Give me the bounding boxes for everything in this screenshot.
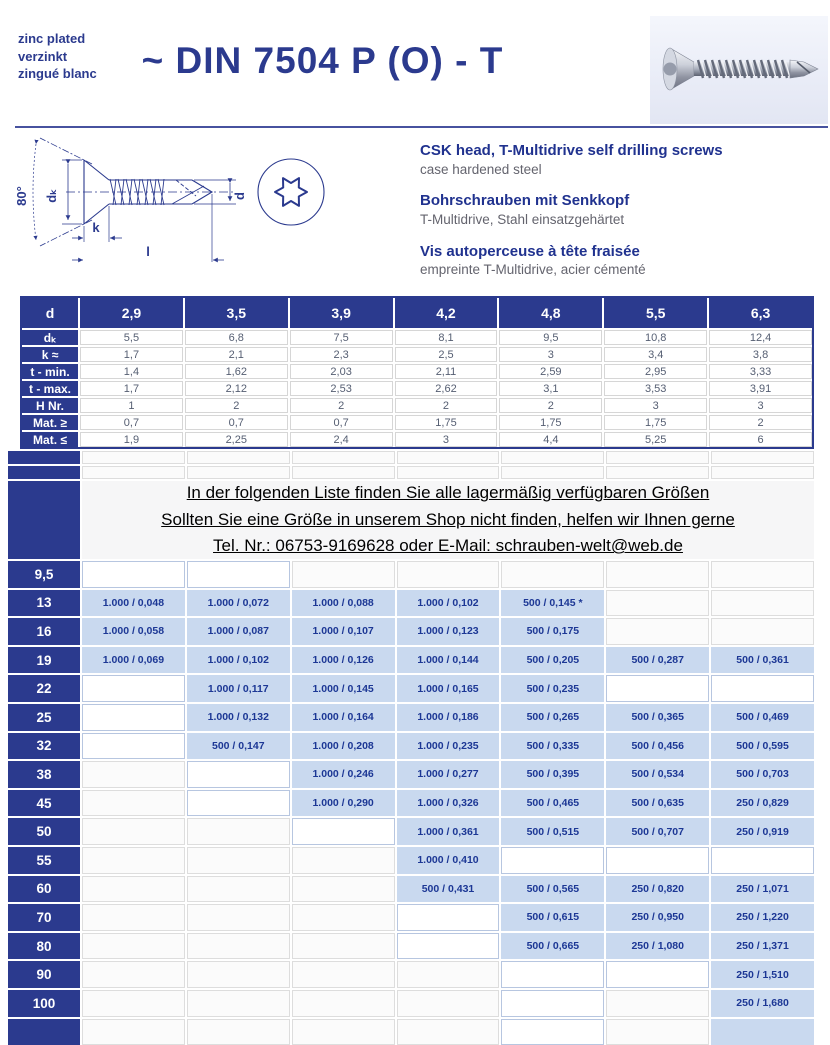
- availability-empty-highlight-cell: [187, 761, 290, 788]
- availability-empty-highlight-cell: [606, 847, 709, 874]
- availability-table: [8, 451, 814, 1045]
- length-row-label: 22: [8, 675, 80, 702]
- availability-empty-highlight-cell: [397, 904, 500, 931]
- dimension-label-head-height: k: [92, 220, 100, 235]
- page-title: ~ DIN 7504 P (O) - T: [0, 40, 645, 82]
- length-row-label: 60: [8, 876, 80, 903]
- availability-value-cell: 500 / 0,465: [501, 790, 604, 817]
- availability-empty-highlight-cell: [606, 675, 709, 702]
- availability-empty-cell: [82, 904, 185, 931]
- dimension-table-column-header: 3,5: [185, 298, 288, 328]
- dimension-value-cell: 8,1: [395, 330, 498, 345]
- availability-empty-cell: [292, 876, 395, 903]
- availability-empty-cell: [397, 961, 500, 988]
- availability-empty-cell: [397, 990, 500, 1017]
- dimension-value-cell: 1: [80, 398, 183, 413]
- dimension-value-cell: 2: [499, 398, 602, 413]
- dimension-value-cell: 3,53: [604, 381, 707, 396]
- availability-value-cell: 500 / 0,175: [501, 618, 604, 645]
- description-block-de: [420, 192, 820, 228]
- availability-empty-highlight-cell: [397, 933, 500, 960]
- dimension-row-label: Mat. ≤: [22, 432, 78, 447]
- availability-value-cell: 1.000 / 0,235: [397, 733, 500, 760]
- dimension-value-cell: 1,4: [80, 364, 183, 379]
- dimension-value-cell: 9,5: [499, 330, 602, 345]
- availability-empty-cell: [187, 451, 290, 464]
- availability-empty-cell: [292, 933, 395, 960]
- length-row-label: 80: [8, 933, 80, 960]
- dimension-row-label: H Nr.: [22, 398, 78, 413]
- availability-value-cell: 250 / 1,371: [711, 933, 814, 960]
- availability-empty-highlight-cell: [501, 990, 604, 1017]
- plating-line-en: zinc plated: [18, 30, 97, 48]
- availability-empty-cell: [606, 466, 709, 479]
- availability-empty-cell: [606, 561, 709, 588]
- dimension-table-column-header: 4,8: [499, 298, 602, 328]
- dimension-value-cell: 10,8: [604, 330, 707, 345]
- availability-value-cell: 1.000 / 0,145: [292, 675, 395, 702]
- dimension-table: [20, 296, 814, 449]
- availability-empty-highlight-cell: [187, 561, 290, 588]
- dimension-value-cell: 2,25: [185, 432, 288, 447]
- availability-empty-cell: [501, 561, 604, 588]
- availability-value-cell: 1.000 / 0,107: [292, 618, 395, 645]
- availability-empty-cell: [82, 847, 185, 874]
- availability-empty-cell: [606, 1019, 709, 1045]
- availability-empty-cell: [187, 847, 290, 874]
- availability-empty-highlight-cell: [82, 733, 185, 760]
- dimension-value-cell: 3,8: [709, 347, 812, 362]
- availability-empty-row-label: [8, 466, 80, 479]
- dimension-value-cell: 3: [604, 398, 707, 413]
- screw-line-drawing: [6, 130, 346, 292]
- length-row-label: 25: [8, 704, 80, 731]
- availability-value-cell: 1.000 / 0,072: [187, 590, 290, 617]
- availability-value-cell: 1.000 / 0,102: [397, 590, 500, 617]
- dimension-value-cell: 7,5: [290, 330, 393, 345]
- availability-empty-cell: [292, 561, 395, 588]
- availability-value-cell: 500 / 0,469: [711, 704, 814, 731]
- availability-empty-cell: [187, 933, 290, 960]
- dimension-table-column-header: 5,5: [604, 298, 707, 328]
- length-row-label: [8, 1019, 80, 1045]
- length-row-label: 70: [8, 904, 80, 931]
- availability-empty-highlight-cell: [501, 1019, 604, 1045]
- availability-value-cell: 250 / 1,510: [711, 961, 814, 988]
- availability-empty-cell: [292, 904, 395, 931]
- description-block-en: [420, 142, 820, 178]
- length-row-label: 32: [8, 733, 80, 760]
- dimension-table-corner-label: d: [22, 298, 78, 328]
- dimension-value-cell: 6,8: [185, 330, 288, 345]
- availability-empty-cell: [82, 451, 185, 464]
- availability-empty-cell: [711, 590, 814, 617]
- length-row-label: 19: [8, 647, 80, 674]
- availability-empty-cell: [292, 451, 395, 464]
- availability-value-cell: 250 / 0,829: [711, 790, 814, 817]
- availability-value-cell: 1.000 / 0,326: [397, 790, 500, 817]
- availability-blue-cell: [711, 1019, 814, 1045]
- availability-empty-cell: [292, 847, 395, 874]
- availability-value-cell: 1.000 / 0,048: [82, 590, 185, 617]
- availability-value-cell: 1.000 / 0,102: [187, 647, 290, 674]
- availability-empty-cell: [82, 990, 185, 1017]
- availability-value-cell: 500 / 0,235: [501, 675, 604, 702]
- dimension-label-head-diameter: dₖ: [44, 189, 59, 203]
- length-row-label: 55: [8, 847, 80, 874]
- dimension-value-cell: 3,1: [499, 381, 602, 396]
- availability-empty-highlight-cell: [292, 818, 395, 845]
- dimension-value-cell: 2: [185, 398, 288, 413]
- length-row-label: 38: [8, 761, 80, 788]
- tables-section: [8, 296, 814, 1045]
- screw-photo-graphic: [650, 16, 828, 124]
- availability-value-cell: 1.000 / 0,186: [397, 704, 500, 731]
- availability-value-cell: 1.000 / 0,165: [397, 675, 500, 702]
- availability-empty-cell: [187, 466, 290, 479]
- dimension-table-column-header: 2,9: [80, 298, 183, 328]
- availability-value-cell: 500 / 0,205: [501, 647, 604, 674]
- dimension-value-cell: 2,4: [290, 432, 393, 447]
- dimension-table-column-header: 6,3: [709, 298, 812, 328]
- availability-value-cell: 1.000 / 0,126: [292, 647, 395, 674]
- availability-value-cell: 500 / 0,335: [501, 733, 604, 760]
- availability-empty-cell: [187, 990, 290, 1017]
- availability-notice-row-label: [8, 481, 80, 559]
- length-row-label: 9,5: [8, 561, 80, 588]
- dimension-value-cell: 0,7: [290, 415, 393, 430]
- dimension-value-cell: 3,4: [604, 347, 707, 362]
- dimension-row-label: t - min.: [22, 364, 78, 379]
- availability-value-cell: 250 / 0,950: [606, 904, 709, 931]
- availability-empty-cell: [82, 933, 185, 960]
- availability-value-cell: 500 / 0,395: [501, 761, 604, 788]
- dimension-table-column-header: 3,9: [290, 298, 393, 328]
- availability-value-cell: 1.000 / 0,208: [292, 733, 395, 760]
- availability-empty-highlight-cell: [82, 561, 185, 588]
- length-row-label: 45: [8, 790, 80, 817]
- dimension-value-cell: 3: [499, 347, 602, 362]
- availability-empty-cell: [606, 618, 709, 645]
- availability-value-cell: 500 / 0,565: [501, 876, 604, 903]
- availability-empty-cell: [187, 1019, 290, 1045]
- availability-value-cell: 1.000 / 0,410: [397, 847, 500, 874]
- dimension-value-cell: 1,75: [499, 415, 602, 430]
- availability-value-cell: 500 / 0,595: [711, 733, 814, 760]
- availability-value-cell: 250 / 1,080: [606, 933, 709, 960]
- availability-empty-highlight-cell: [187, 790, 290, 817]
- dimension-label-angle: 80°: [14, 186, 29, 206]
- availability-empty-cell: [711, 466, 814, 479]
- dimension-value-cell: 2: [709, 415, 812, 430]
- availability-empty-cell: [501, 451, 604, 464]
- availability-value-cell: 1.000 / 0,144: [397, 647, 500, 674]
- dimension-row-label: k ≈: [22, 347, 78, 362]
- dimension-value-cell: 1,75: [604, 415, 707, 430]
- dimension-value-cell: 1,75: [395, 415, 498, 430]
- header-divider: [15, 126, 828, 128]
- availability-value-cell: 500 / 0,456: [606, 733, 709, 760]
- availability-empty-cell: [82, 876, 185, 903]
- availability-empty-cell: [711, 618, 814, 645]
- availability-empty-highlight-cell: [606, 961, 709, 988]
- availability-empty-cell: [397, 1019, 500, 1045]
- availability-empty-cell: [292, 990, 395, 1017]
- length-row-label: 100: [8, 990, 80, 1017]
- description-subtitle: T-Multidrive, Stahl einsatzgehärtet: [420, 211, 820, 229]
- availability-empty-highlight-cell: [82, 704, 185, 731]
- plating-line-fr: zingué blanc: [18, 65, 97, 83]
- availability-value-cell: 500 / 0,145 *: [501, 590, 604, 617]
- availability-value-cell: 1.000 / 0,058: [82, 618, 185, 645]
- length-row-label: 90: [8, 961, 80, 988]
- availability-value-cell: 500 / 0,265: [501, 704, 604, 731]
- dimension-value-cell: 1,7: [80, 381, 183, 396]
- availability-value-cell: 500 / 0,703: [711, 761, 814, 788]
- dimension-value-cell: 2,11: [395, 364, 498, 379]
- dimension-label-length: l: [146, 244, 150, 259]
- dimension-value-cell: 2,95: [604, 364, 707, 379]
- dimension-value-cell: 12,4: [709, 330, 812, 345]
- availability-empty-cell: [292, 961, 395, 988]
- length-row-label: 16: [8, 618, 80, 645]
- dimension-value-cell: 2,12: [185, 381, 288, 396]
- description-block-fr: [420, 243, 820, 279]
- availability-value-cell: 250 / 1,071: [711, 876, 814, 903]
- availability-value-cell: 1.000 / 0,132: [187, 704, 290, 731]
- dimension-value-cell: 2,62: [395, 381, 498, 396]
- availability-empty-cell: [711, 451, 814, 464]
- availability-empty-highlight-cell: [82, 675, 185, 702]
- availability-empty-cell: [187, 961, 290, 988]
- availability-value-cell: 500 / 0,635: [606, 790, 709, 817]
- availability-empty-cell: [397, 561, 500, 588]
- availability-value-cell: 1.000 / 0,117: [187, 675, 290, 702]
- availability-empty-highlight-cell: [711, 675, 814, 702]
- availability-empty-cell: [501, 466, 604, 479]
- availability-value-cell: 1.000 / 0,361: [397, 818, 500, 845]
- dimension-row-label: dₖ: [22, 330, 78, 345]
- availability-value-cell: 250 / 1,680: [711, 990, 814, 1017]
- availability-value-cell: 500 / 0,707: [606, 818, 709, 845]
- availability-empty-highlight-cell: [501, 961, 604, 988]
- technical-drawing: [6, 130, 346, 292]
- dimension-value-cell: 1,62: [185, 364, 288, 379]
- availability-empty-highlight-cell: [711, 847, 814, 874]
- availability-value-cell: 1.000 / 0,164: [292, 704, 395, 731]
- availability-empty-cell: [606, 990, 709, 1017]
- availability-empty-cell: [606, 590, 709, 617]
- availability-value-cell: 1.000 / 0,123: [397, 618, 500, 645]
- dimension-value-cell: 3: [395, 432, 498, 447]
- dimension-value-cell: 5,5: [80, 330, 183, 345]
- availability-value-cell: 500 / 0,365: [606, 704, 709, 731]
- availability-empty-cell: [606, 451, 709, 464]
- dimension-value-cell: 0,7: [185, 415, 288, 430]
- availability-value-cell: 1.000 / 0,088: [292, 590, 395, 617]
- dimension-value-cell: 2,59: [499, 364, 602, 379]
- dimension-row-label: t - max.: [22, 381, 78, 396]
- dimension-value-cell: 1,7: [80, 347, 183, 362]
- availability-empty-cell: [82, 818, 185, 845]
- availability-empty-cell: [187, 876, 290, 903]
- description-title: Bohrschrauben mit Senkkopf: [420, 192, 820, 211]
- length-row-label: 13: [8, 590, 80, 617]
- dimension-value-cell: 2,3: [290, 347, 393, 362]
- availability-empty-cell: [292, 1019, 395, 1045]
- availability-empty-cell: [82, 961, 185, 988]
- availability-empty-cell: [292, 466, 395, 479]
- description-title: CSK head, T-Multidrive self drilling screws: [420, 142, 820, 161]
- dimension-value-cell: 3,33: [709, 364, 812, 379]
- availability-value-cell: 1.000 / 0,069: [82, 647, 185, 674]
- availability-empty-row-label: [8, 451, 80, 464]
- availability-value-cell: 1.000 / 0,277: [397, 761, 500, 788]
- description-list: [420, 142, 820, 293]
- dimension-value-cell: 2,53: [290, 381, 393, 396]
- availability-empty-cell: [82, 790, 185, 817]
- plating-line-de: verzinkt: [18, 48, 97, 66]
- availability-value-cell: 500 / 0,361: [711, 647, 814, 674]
- length-row-label: 50: [8, 818, 80, 845]
- description-subtitle: case hardened steel: [420, 161, 820, 179]
- dimension-value-cell: 3,91: [709, 381, 812, 396]
- dimension-value-cell: 4,4: [499, 432, 602, 447]
- description-title: Vis autoperceuse à tête fraisée: [420, 243, 820, 262]
- stock-notice: [82, 481, 814, 559]
- availability-empty-cell: [82, 466, 185, 479]
- availability-value-cell: 500 / 0,147: [187, 733, 290, 760]
- availability-value-cell: 500 / 0,534: [606, 761, 709, 788]
- description-subtitle: empreinte T-Multidrive, acier cémenté: [420, 261, 820, 279]
- availability-empty-cell: [82, 761, 185, 788]
- availability-value-cell: 250 / 0,919: [711, 818, 814, 845]
- availability-empty-highlight-cell: [501, 847, 604, 874]
- dimension-row-label: Mat. ≥: [22, 415, 78, 430]
- availability-empty-cell: [187, 818, 290, 845]
- availability-value-cell: 500 / 0,665: [501, 933, 604, 960]
- availability-value-cell: 500 / 0,431: [397, 876, 500, 903]
- stock-notice-line: Tel. Nr.: 06753-9169628 oder E-Mail: schrauben-welt@web.de: [213, 533, 683, 559]
- dimension-value-cell: 2,03: [290, 364, 393, 379]
- availability-value-cell: 250 / 1,220: [711, 904, 814, 931]
- dimension-value-cell: 2,5: [395, 347, 498, 362]
- availability-empty-cell: [82, 1019, 185, 1045]
- availability-empty-cell: [397, 466, 500, 479]
- availability-empty-cell: [187, 904, 290, 931]
- availability-value-cell: 1.000 / 0,246: [292, 761, 395, 788]
- availability-value-cell: 250 / 0,820: [606, 876, 709, 903]
- availability-value-cell: 500 / 0,515: [501, 818, 604, 845]
- dimension-table-column-header: 4,2: [395, 298, 498, 328]
- availability-empty-cell: [711, 561, 814, 588]
- stock-notice-line: In der folgenden Liste finden Sie alle lagermäßig verfügbaren Größen: [187, 480, 710, 506]
- availability-value-cell: 500 / 0,287: [606, 647, 709, 674]
- dimension-value-cell: 3: [709, 398, 812, 413]
- availability-value-cell: 1.000 / 0,290: [292, 790, 395, 817]
- availability-value-cell: 1.000 / 0,087: [187, 618, 290, 645]
- product-photo: [650, 16, 828, 124]
- dimension-value-cell: 2: [290, 398, 393, 413]
- dimension-value-cell: 6: [709, 432, 812, 447]
- dimension-value-cell: 5,25: [604, 432, 707, 447]
- dimension-value-cell: 0,7: [80, 415, 183, 430]
- dimension-label-diameter: d: [232, 192, 247, 200]
- availability-value-cell: 500 / 0,615: [501, 904, 604, 931]
- stock-notice-line: Sollten Sie eine Größe in unserem Shop nicht finden, helfen wir Ihnen gerne: [161, 507, 735, 533]
- dimension-value-cell: 2: [395, 398, 498, 413]
- dimension-value-cell: 2,1: [185, 347, 288, 362]
- availability-empty-cell: [397, 451, 500, 464]
- dimension-value-cell: 1,9: [80, 432, 183, 447]
